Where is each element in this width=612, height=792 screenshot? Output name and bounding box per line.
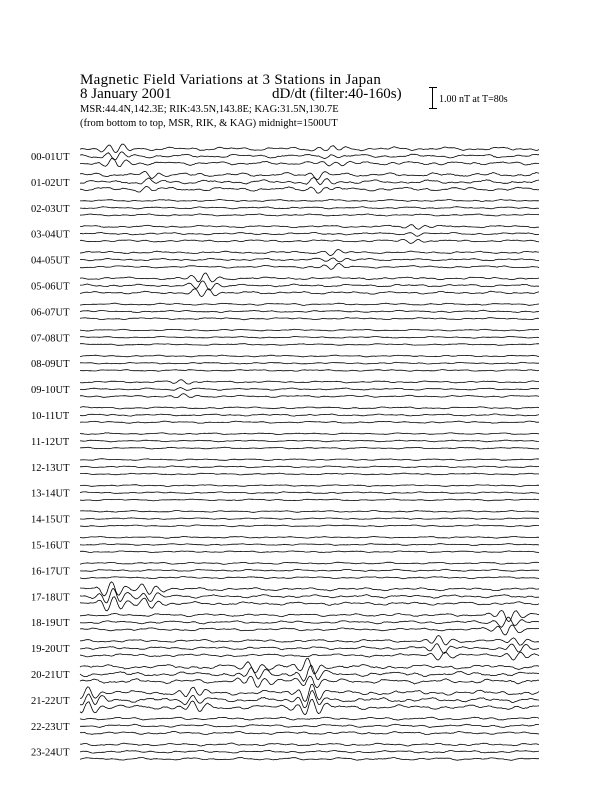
trace-rik [80, 569, 539, 571]
trace-rik [80, 617, 539, 627]
trace-rik [80, 362, 539, 364]
trace-msr [80, 699, 539, 714]
trace-msr [80, 394, 539, 398]
trace-kag [80, 717, 539, 720]
trace-msr [80, 240, 539, 244]
trace-rik [80, 466, 539, 468]
row-label: 20-21UT [31, 670, 70, 681]
trace-msr [80, 318, 539, 320]
row-label: 13-14UT [31, 488, 70, 500]
trace-rik [80, 388, 539, 391]
trace-rik [80, 178, 539, 185]
trace-kag [80, 511, 539, 513]
row-label: 22-23UT [31, 721, 70, 733]
trace-kag [80, 355, 539, 357]
filter-label: dD/dt (filter:40-160s) [272, 86, 402, 102]
row-label: 16-17UT [31, 566, 70, 578]
trace-kag [80, 200, 539, 202]
row-label: 21-22UT [31, 695, 70, 707]
trace-kag [80, 433, 539, 435]
row-label: 18-19UT [31, 618, 70, 630]
trace-msr [80, 473, 539, 475]
trace-rik [80, 258, 539, 262]
row-label: 09-10UT [31, 385, 70, 397]
trace-kag [80, 562, 539, 564]
trace-rik [80, 232, 539, 236]
trace-msr [80, 577, 539, 579]
trace-kag [80, 407, 539, 409]
row-label: 07-08UT [31, 333, 70, 345]
trace-kag [80, 380, 539, 384]
trace-kag [80, 303, 539, 305]
trace-rik [80, 414, 539, 416]
trace-kag [80, 636, 539, 646]
row-label: 00-01UT [31, 152, 70, 163]
trace-msr [80, 344, 539, 346]
trace-rik [80, 492, 539, 494]
trace-kag [80, 329, 539, 331]
trace-msr [80, 731, 539, 734]
row-label: 10-11UT [31, 411, 70, 422]
trace-rik [80, 518, 539, 520]
row-label: 05-06UT [31, 281, 70, 293]
trace-msr [80, 676, 539, 688]
trace-kag [80, 658, 539, 674]
row-label: 23-24UT [31, 747, 70, 759]
trace-msr [80, 214, 539, 216]
trace-msr [80, 186, 539, 193]
trace-msr [80, 551, 539, 553]
trace-rik [80, 724, 539, 727]
trace-rik [80, 310, 539, 312]
trace-kag [80, 611, 539, 622]
row-label: 06-07UT [31, 307, 70, 319]
date-label: 8 January 2001 [80, 86, 172, 102]
trace-kag [80, 225, 539, 230]
trace-msr [80, 289, 539, 297]
trace-rik [80, 544, 539, 546]
row-label: 14-15UT [31, 514, 70, 526]
trace-msr [80, 597, 539, 611]
trace-kag [80, 743, 539, 746]
trace-msr [80, 652, 539, 660]
trace-rik [80, 644, 539, 654]
trace-rik [80, 440, 539, 442]
trace-msr [80, 525, 539, 527]
trace-rik [80, 336, 539, 338]
trace-msr [80, 158, 539, 166]
row-label: 01-02UT [31, 177, 70, 189]
row-label: 03-04UT [31, 229, 70, 241]
trace-msr [80, 421, 539, 423]
trace-kag [80, 536, 539, 538]
row-label: 17-18UT [31, 592, 70, 604]
row-label: 08-09UT [31, 359, 70, 371]
row-label: 15-16UT [31, 540, 70, 552]
row-label: 19-20UT [31, 644, 70, 656]
trace-msr [80, 499, 539, 501]
trace-msr [80, 263, 539, 269]
stations-label: MSR:44.4N,142.3E; RIK:43.5N,143.8E; KAG:31.5N,130.7E [80, 104, 339, 115]
row-label: 12-13UT [31, 462, 70, 474]
scale-label: 1.00 nT at T=80s [439, 94, 508, 105]
trace-kag [80, 459, 539, 461]
trace-rik [80, 588, 539, 603]
row-label: 11-12UT [31, 436, 70, 448]
chart-title: Magnetic Field Variations at 3 Stations in Japan [80, 72, 382, 88]
order-note: (from bottom to top, MSR, RIK, & KAG) midnight=1500UT [80, 118, 338, 129]
trace-kag [80, 250, 539, 256]
trace-msr [80, 625, 539, 635]
trace-rik [80, 207, 539, 209]
trace-msr [80, 447, 539, 449]
trace-kag [80, 485, 539, 487]
trace-msr [80, 370, 539, 372]
trace-kag [80, 144, 539, 152]
trace-rik [80, 152, 539, 160]
row-label: 02-03UT [31, 203, 70, 215]
trace-msr [80, 758, 539, 761]
trace-kag [80, 582, 539, 596]
trace-rik [80, 750, 539, 753]
row-label: 04-05UT [31, 255, 70, 267]
trace-kag [80, 273, 539, 282]
trace-rik [80, 281, 539, 290]
